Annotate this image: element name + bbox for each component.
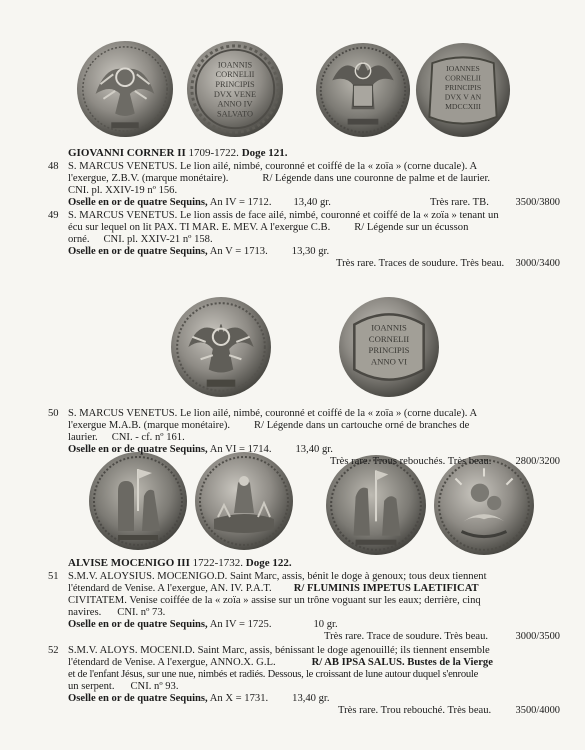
lot-description: S.M.V. ALOYS. MOCENI.D. Saint Marc, assis, bénissant le doge agenouillé; ils tiennent ensemble bbox=[68, 645, 490, 656]
ruler-dates: 1709-1722. bbox=[188, 147, 239, 159]
lot-grade: Très rare. Trace de soudure. Très beau. bbox=[324, 631, 489, 642]
lot-number: 48 bbox=[48, 161, 59, 172]
svg-text:ANNO IV: ANNO IV bbox=[217, 99, 253, 109]
coin-51-obverse bbox=[88, 451, 188, 551]
lot-reference: laurier. CNI. - cf. nº 161. bbox=[68, 432, 185, 443]
lot-grade: Très rare. TB. bbox=[430, 197, 489, 208]
svg-text:CORNELII: CORNELII bbox=[445, 73, 481, 83]
doge-number: Doge 121. bbox=[241, 147, 288, 159]
coin-52-obverse bbox=[325, 454, 427, 556]
lot-coin-line: Oselle en or de quatre Sequins, An VI = 1714. 13,40 gr. bbox=[68, 444, 333, 455]
coin-51-reverse bbox=[194, 451, 294, 551]
lot-description: l'étendard de Venise. A l'exergue, AN. IV. P.A.T. R/ FLUMINIS IMPETUS LAETIFICAT bbox=[68, 583, 479, 594]
lot-coin-line: Oselle en or de quatre Sequins, An IV = 1725. 10 gr. bbox=[68, 619, 338, 630]
lot-estimate: 2800/3200 bbox=[515, 456, 560, 467]
svg-text:DVX VENE: DVX VENE bbox=[213, 89, 257, 99]
lot-description: écu sur lequel on lit PAX. TI MAR. E. MEV. A l'exergue C.B. R/ Légende sur un écusson bbox=[68, 222, 469, 233]
lot-description: S.M.V. ALOYSIUS. MOCENIGO.D. Saint Marc, assis, bénit le doge à genoux; tous deux tiennent bbox=[68, 571, 487, 582]
lot-grade: Très rare. Trous rebouchés. Très beau. bbox=[330, 456, 492, 467]
coin-48-obverse bbox=[76, 40, 174, 138]
coin-48-reverse bbox=[186, 40, 284, 138]
coin-50-reverse bbox=[338, 296, 440, 398]
lot-description: S. MARCUS VENETUS. Le lion ailé, nimbé, couronné et coiffé de la « zoïa » (corne ducale). A bbox=[68, 161, 478, 172]
ruler-name: GIOVANNI CORNER II bbox=[68, 147, 186, 159]
coin-52-reverse bbox=[433, 454, 535, 556]
section-header bbox=[68, 147, 288, 159]
svg-text:ANNO VI: ANNO VI bbox=[370, 356, 408, 367]
lot-coin-line: Oselle en or de quatre Sequins, An X = 1731. 13,40 gr. bbox=[68, 693, 330, 704]
lot-description: l'exergue M.A.B. (marque monétaire). R/ Légende dans un cartouche orné de branches de bbox=[68, 420, 470, 431]
coin-49-reverse bbox=[415, 42, 511, 138]
lot-description: et de l'enfant Jésus, sur une nue, nimbés et radiés. Dessous, le croissant de lune autour duquel s'enroule bbox=[68, 669, 479, 680]
lot-number: 52 bbox=[48, 645, 59, 656]
lot-description: S. MARCUS VENETUS. Le lion ailé, nimbé, couronné et coiffé de la « zoïa » (corne ducale). A bbox=[68, 408, 478, 419]
svg-text:DVX V AN: DVX V AN bbox=[444, 92, 482, 102]
lot-number: 51 bbox=[48, 571, 59, 582]
doge-number: Doge 122. bbox=[245, 557, 292, 569]
lot-number: 49 bbox=[48, 210, 59, 221]
svg-text:IOANNIS: IOANNIS bbox=[371, 322, 407, 333]
svg-text:IOANNES: IOANNES bbox=[446, 63, 480, 73]
lot-estimate: 3500/3800 bbox=[515, 197, 560, 208]
lot-reference: un serpent. CNI. nº 93. bbox=[68, 681, 179, 692]
lot-estimate: 3000/3400 bbox=[515, 258, 560, 269]
lot-grade: Très rare. Traces de soudure. Très beau. bbox=[336, 258, 505, 269]
lot-description: l'étendard de Venise. A l'exergue, ANNO.X. G.L. R/ AB IPSA SALUS. Bustes de la Vierge bbox=[68, 657, 493, 668]
lot-coin-line: Oselle en or de quatre Sequins, An V = 1713. 13,30 gr. bbox=[68, 246, 330, 257]
lot-description: CIVITATEM. Venise coiffée de la « zoïa » assise sur un trône voguant sur les eaux; derrière, cinq bbox=[68, 595, 481, 606]
lot-reference: orné. CNI. pl. XXIV-21 nº 158. bbox=[68, 234, 213, 245]
coin-50-obverse bbox=[170, 296, 272, 398]
lot-description: l'exergue, Z.B.V. (marque monétaire). R/ Légende dans une couronne de palme et de laurier. bbox=[68, 173, 491, 184]
svg-text:PRINCIPIS: PRINCIPIS bbox=[444, 83, 482, 92]
svg-text:PRINCIPIS: PRINCIPIS bbox=[368, 345, 410, 356]
svg-text:CORNELII: CORNELII bbox=[215, 70, 255, 80]
lot-number: 50 bbox=[48, 408, 59, 419]
ruler-name: ALVISE MOCENIGO III bbox=[68, 557, 190, 569]
lot-reference: navires. CNI. nº 73. bbox=[68, 607, 166, 618]
lot-coin-line: Oselle en or de quatre Sequins, An IV = 1712. 13,40 gr. bbox=[68, 197, 331, 208]
lot-grade: Très rare. Trou rebouché. Très beau. bbox=[338, 705, 492, 716]
svg-text:CORNELII: CORNELII bbox=[368, 333, 410, 344]
section-header bbox=[68, 557, 292, 569]
lot-estimate: 3000/3500 bbox=[515, 631, 560, 642]
lot-description: S. MARCUS VENETUS. Le lion assis de face ailé, nimbé, couronné et coiffé de la « zoïa » tenant un bbox=[68, 210, 499, 221]
coin-49-obverse bbox=[315, 42, 411, 138]
svg-text:IOANNIS: IOANNIS bbox=[217, 60, 253, 70]
svg-text:SALVATO: SALVATO bbox=[217, 109, 253, 119]
lot-reference: CNI. pl. XXIV-19 nº 156. bbox=[68, 185, 178, 196]
ruler-dates: 1722-1732. bbox=[192, 557, 244, 569]
svg-text:PRINCIPIS: PRINCIPIS bbox=[215, 80, 255, 90]
svg-text:MDCCXIII: MDCCXIII bbox=[445, 102, 481, 112]
lot-estimate: 3500/4000 bbox=[515, 705, 560, 716]
